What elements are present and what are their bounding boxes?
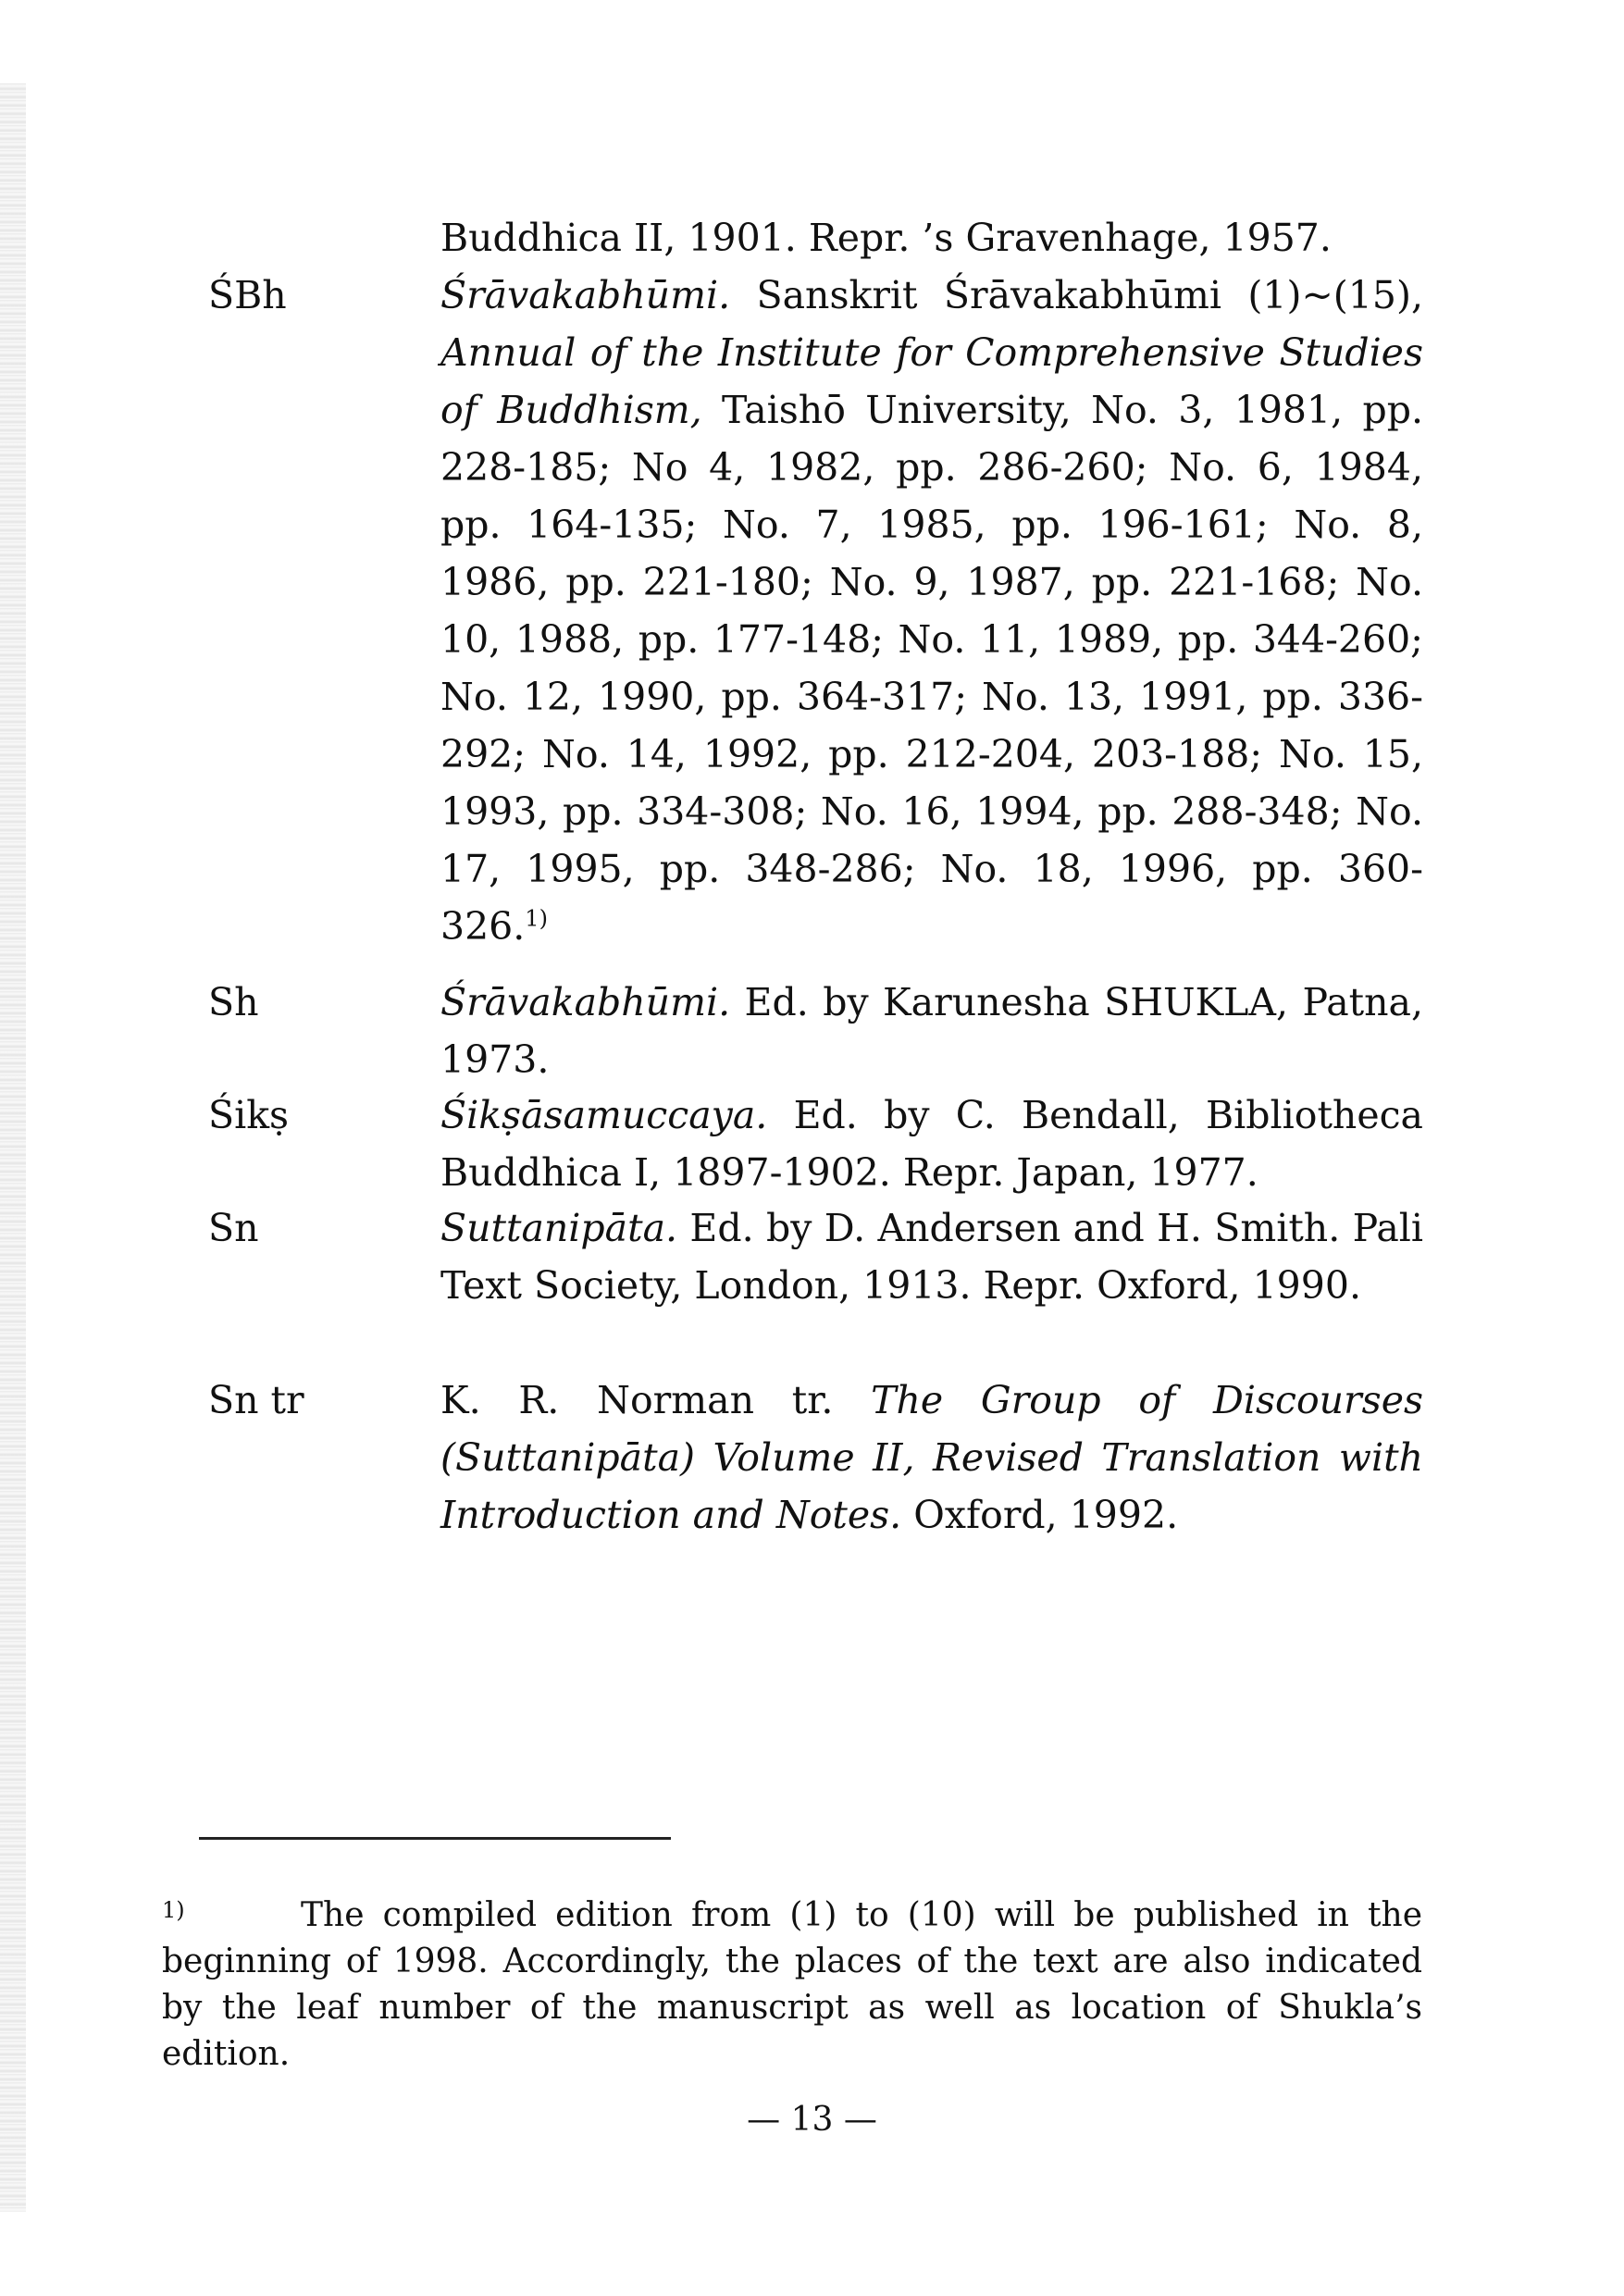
footnote-text: The compiled edition from (1) to (10) will be published in the beginning of 1998. Accordingly, the places of the text are also indicated by the leaf number of the manuscript as well as location of Shukla’s edition.	[162, 1896, 1422, 2073]
citation-text: Ed. by Karunesha SHUKLA, Patna, 1973.	[440, 980, 1423, 1082]
entry-description	[440, 1371, 1423, 1544]
entry-abbreviation: Sn	[208, 1206, 259, 1250]
citation-text: Sanskrit Śrāvakabhūmi (1)~(15),	[730, 273, 1423, 317]
title-text: Annual of the Institute for Comprehensive Studies of Buddhism,	[440, 330, 1423, 432]
title-text: Śikṣāsamuccaya.	[440, 1093, 768, 1137]
entry-abbreviation: Sn tr	[208, 1378, 304, 1422]
citation-text: Ed. by D. Andersen and H. Smith. Pali Text Society, London, 1913. Repr. Oxford, 1990.	[440, 1206, 1423, 1308]
footnote-marker: 1)	[162, 1897, 185, 1923]
citation-text: Oxford, 1992.	[901, 1493, 1179, 1537]
citation-text: Ed. by C. Bendall, Bibliotheca Buddhica I, 1897-1902. Repr. Japan, 1977.	[440, 1093, 1423, 1195]
citation-text: K. R. Norman tr.	[440, 1378, 872, 1422]
scan-edge-artifact	[0, 83, 26, 2212]
page-number: — 13 —	[747, 2101, 877, 2139]
title-text: The Group of Discourses (Suttanipāta) Volume II, Revised Translation with Introduction and Notes.	[440, 1378, 1424, 1537]
title-text: Śrāvakabhūmi.	[440, 273, 731, 317]
footnote-separator	[199, 1837, 671, 1840]
title-text: Suttanipāta.	[440, 1206, 678, 1250]
entry-description	[440, 1086, 1423, 1201]
entry-description	[440, 267, 1423, 955]
entry-abbreviation: ŚBh	[208, 273, 287, 317]
entry-description	[440, 974, 1423, 1088]
citation-text: Buddhica II, 1901. Repr. ’s Gravenhage, 1957.	[440, 216, 1332, 260]
footnote-reference: 1)	[525, 905, 548, 932]
entry-abbreviation: Śikṣ	[208, 1093, 290, 1137]
entry-abbreviation: Sh	[208, 980, 259, 1024]
entry-description	[440, 1199, 1423, 1314]
citation-text: Taishō University, No. 3, 1981, pp. 228-185; No 4, 1982, pp. 286-260; No. 6, 1984, pp. 164-135; No. 7, 1985, pp. 196-161; No. 8, 1986, pp. 221-180; No. 9, 1987, pp. 221-168; No. 10, 1988, pp. 177-148; No. 11, 1989, pp. 344-260; No. 12, 1990, pp. 364-317; No. 13, 1991, pp. 336-292; No. 14, 1992, pp. 212-204, 203-188; No. 15, 1993, pp. 334-308; No. 16, 1994, pp. 288-348; No. 17, 1995, pp. 348-286; No. 18, 1996, pp. 360-326.	[440, 388, 1423, 949]
entry-description	[440, 209, 1423, 267]
footnote	[162, 1893, 1422, 2078]
title-text: Śrāvakabhūmi.	[440, 980, 731, 1024]
